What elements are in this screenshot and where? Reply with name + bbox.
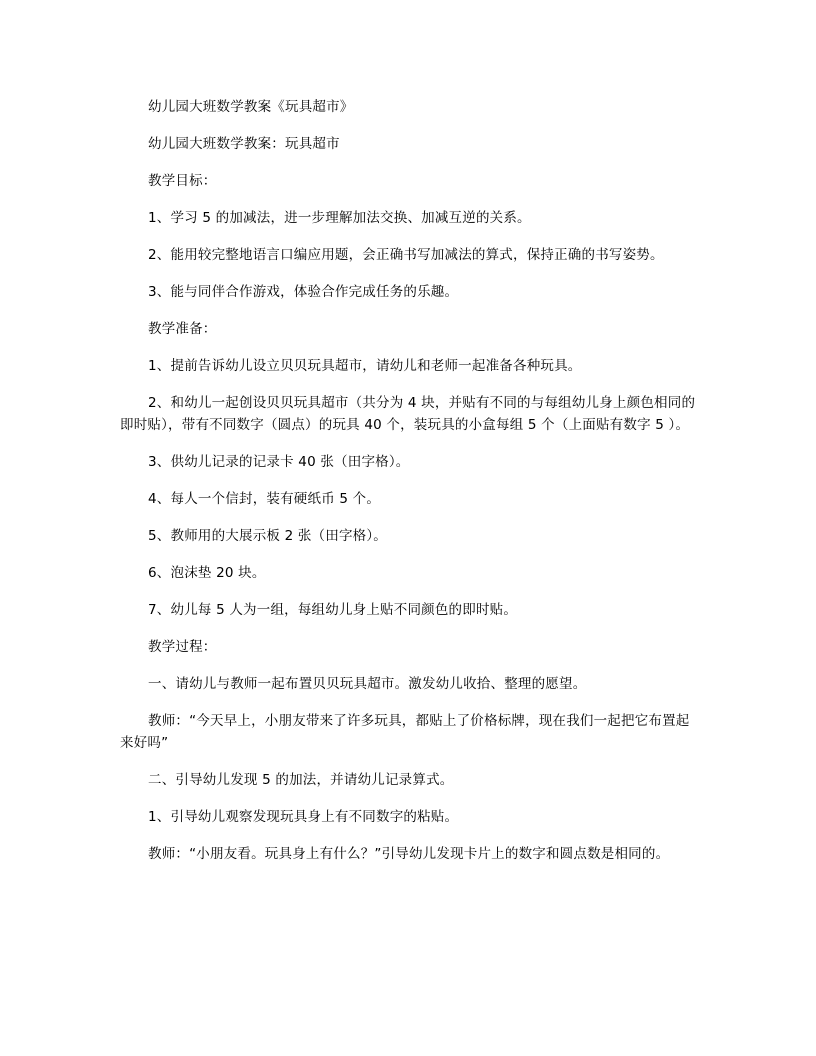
prep-item: 5、教师用的大展示板 2 张（田字格）。	[148, 528, 388, 544]
process-item: 教师：“今天早上，小朋友带来了许多玩具，都贴上了价格标牌，现在我们一起把它布置起来好吗”	[120, 713, 690, 751]
prep-item: 3、供幼儿记录的记录卡 40 张（田字格）。	[148, 454, 410, 470]
prep-item: 6、泡沫垫 20 块。	[148, 565, 266, 581]
section-heading-process: 教学过程：	[148, 639, 217, 655]
document-title: 幼儿园大班数学教案《玩具超市》	[148, 99, 354, 115]
prep-item: 2、和幼儿一起创设贝贝玩具超市（共分为 4 块，并贴有不同的与每组幼儿身上颜色相同的即时贴），带有不同数字（圆点）的玩具 40 个，装玩具的小盒每组 5 个（上面贴有数字 5 ）。	[120, 395, 696, 433]
prep-item: 7、幼儿每 5 人为一组，每组幼儿身上贴不同颜色的即时贴。	[148, 602, 518, 618]
document-subtitle: 幼儿园大班数学教案：玩具超市	[148, 136, 340, 152]
document-body	[120, 96, 696, 880]
section-heading-goals: 教学目标：	[148, 173, 217, 189]
process-item: 教师：“小朋友看。玩具身上有什么？”引导幼儿发现卡片上的数字和圆点数是相同的。	[148, 846, 670, 862]
process-item: 二、引导幼儿发现 5 的加法，并请幼儿记录算式。	[148, 772, 454, 788]
section-heading-prep: 教学准备：	[148, 321, 217, 337]
process-item: 1、引导幼儿观察发现玩具身上有不同数字的粘贴。	[148, 809, 459, 825]
goal-item: 1、学习 5 的加减法，进一步理解加法交换、加减互逆的关系。	[148, 210, 531, 226]
goal-item: 3、能与同伴合作游戏，体验合作完成任务的乐趣。	[148, 284, 459, 300]
prep-item: 1、提前告诉幼儿设立贝贝玩具超市，请幼儿和老师一起准备各种玩具。	[148, 358, 582, 374]
prep-item: 4、每人一个信封，装有硬纸币 5 个。	[148, 491, 381, 507]
goal-item: 2、能用较完整地语言口编应用题，会正确书写加减法的算式，保持正确的书写姿势。	[148, 247, 664, 263]
process-item: 一、请幼儿与教师一起布置贝贝玩具超市。激发幼儿收拾、整理的愿望。	[148, 676, 587, 692]
